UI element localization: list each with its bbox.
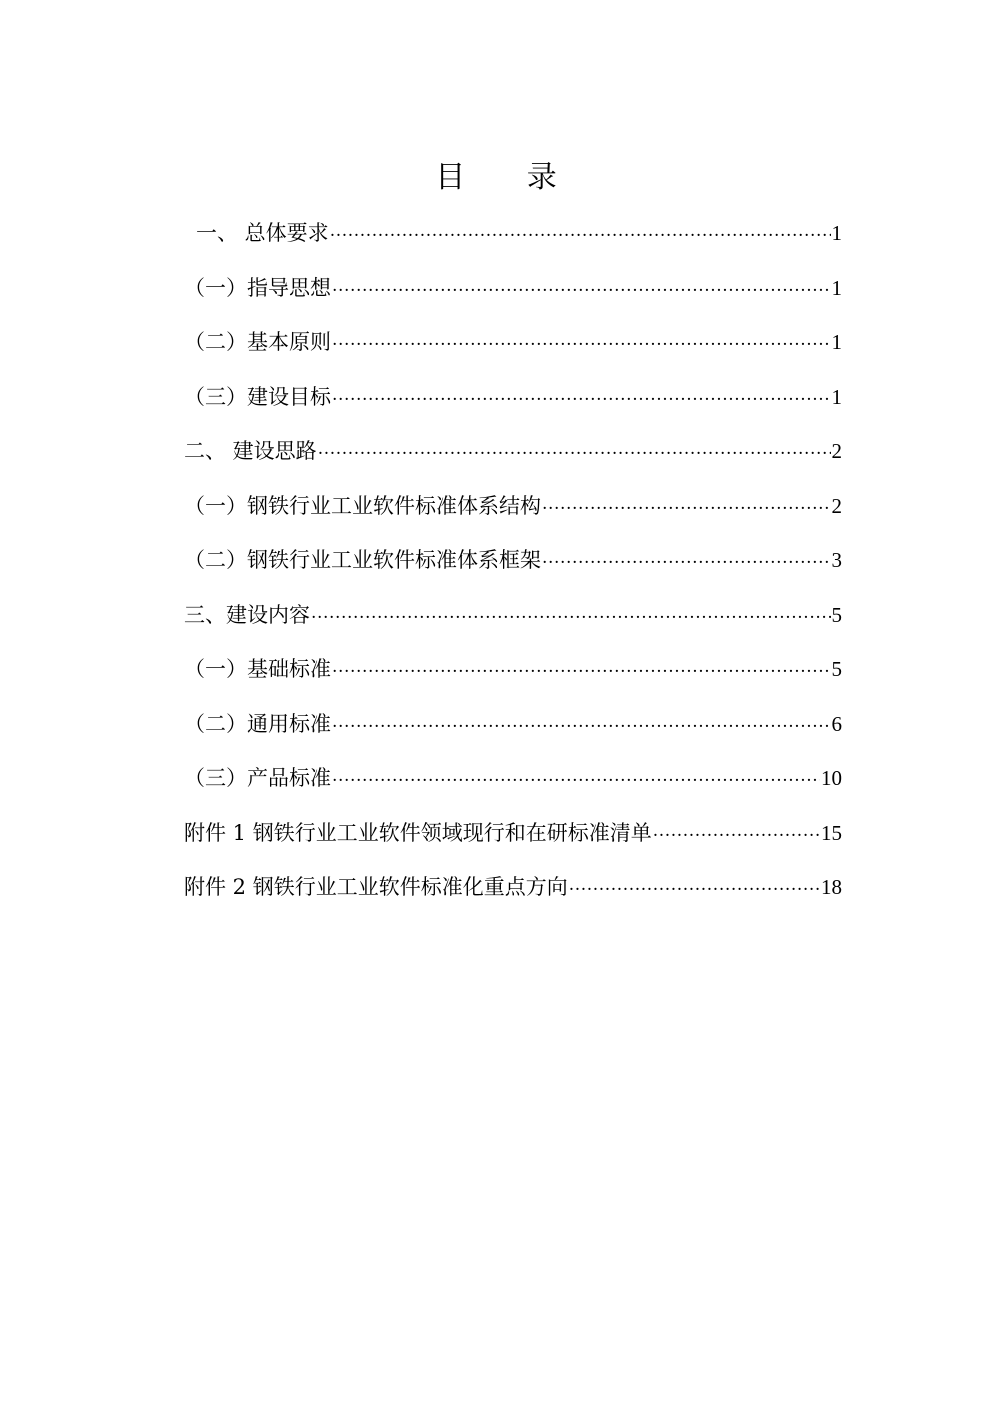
- toc-entry-basic-standards[interactable]: [184, 646, 842, 701]
- toc-entry-page: 1: [831, 221, 842, 245]
- table-of-contents: [184, 210, 842, 919]
- toc-entry-appendix-2[interactable]: [184, 864, 842, 919]
- toc-entry-label: 一、 总体要求: [196, 221, 329, 245]
- toc-entry-guiding-ideology[interactable]: [184, 265, 842, 320]
- toc-entry-page: 2: [831, 493, 842, 518]
- dot-leader: [311, 600, 831, 622]
- toc-entry-page: 3: [831, 548, 842, 572]
- toc-entry-page: 5: [831, 657, 842, 681]
- toc-entry-label: （二）钢铁行业工业软件标准体系框架: [184, 548, 541, 572]
- toc-entry-label: （一）基础标准: [184, 657, 331, 681]
- toc-entry-page: 15: [821, 820, 842, 845]
- dot-leader: [542, 491, 831, 513]
- toc-entry-label: 附件 1 钢铁行业工业软件领域现行和在研标准清单: [184, 820, 652, 845]
- toc-entry-general-standards[interactable]: [184, 701, 842, 756]
- page-title: 目 录: [435, 160, 583, 195]
- toc-entry-label: （三）建设目标: [184, 384, 331, 409]
- toc-entry-label: （一）钢铁行业工业软件标准体系结构: [184, 493, 541, 518]
- toc-entry-page: 6: [831, 711, 842, 736]
- toc-entry-page: 1: [831, 384, 842, 409]
- toc-entry-page: 10: [821, 766, 842, 790]
- dot-leader: [332, 382, 831, 404]
- dot-leader: [653, 818, 820, 840]
- toc-entry-construction-goals[interactable]: [184, 374, 842, 429]
- dot-leader: [332, 709, 831, 731]
- dot-leader: [318, 436, 831, 458]
- toc-entry-appendix-1[interactable]: [184, 810, 842, 865]
- toc-entry-standard-system-framework[interactable]: [184, 537, 842, 592]
- toc-entry-label: （一）指导思想: [184, 275, 331, 300]
- toc-entry-page: 18: [821, 875, 842, 899]
- dot-leader: [569, 872, 820, 894]
- toc-entry-page: 1: [831, 330, 842, 354]
- toc-entry-label: 二、 建设思路: [184, 439, 317, 463]
- toc-entry-page: 5: [831, 602, 842, 627]
- toc-entry-label: （三）产品标准: [184, 766, 331, 790]
- toc-entry-basic-principles[interactable]: [184, 319, 842, 374]
- toc-entry-product-standards[interactable]: [184, 755, 842, 810]
- toc-entry-label: 附件 2 钢铁行业工业软件标准化重点方向: [184, 875, 568, 899]
- toc-entry-overall-requirements[interactable]: [184, 210, 842, 265]
- dot-leader: [332, 654, 831, 676]
- dot-leader: [332, 763, 820, 785]
- dot-leader: [542, 545, 831, 567]
- toc-entry-page: 1: [831, 275, 842, 300]
- toc-entry-construction-approach[interactable]: [184, 428, 842, 483]
- toc-entry-label: （二）通用标准: [184, 711, 331, 736]
- toc-entry-standard-system-structure[interactable]: [184, 483, 842, 538]
- dot-leader: [332, 273, 831, 295]
- dot-leader: [332, 327, 831, 349]
- toc-entry-label: 三、建设内容: [184, 602, 310, 627]
- toc-entry-construction-content[interactable]: [184, 592, 842, 647]
- dot-leader: [330, 218, 831, 240]
- toc-entry-page: 2: [831, 439, 842, 463]
- toc-entry-label: （二）基本原则: [184, 330, 331, 354]
